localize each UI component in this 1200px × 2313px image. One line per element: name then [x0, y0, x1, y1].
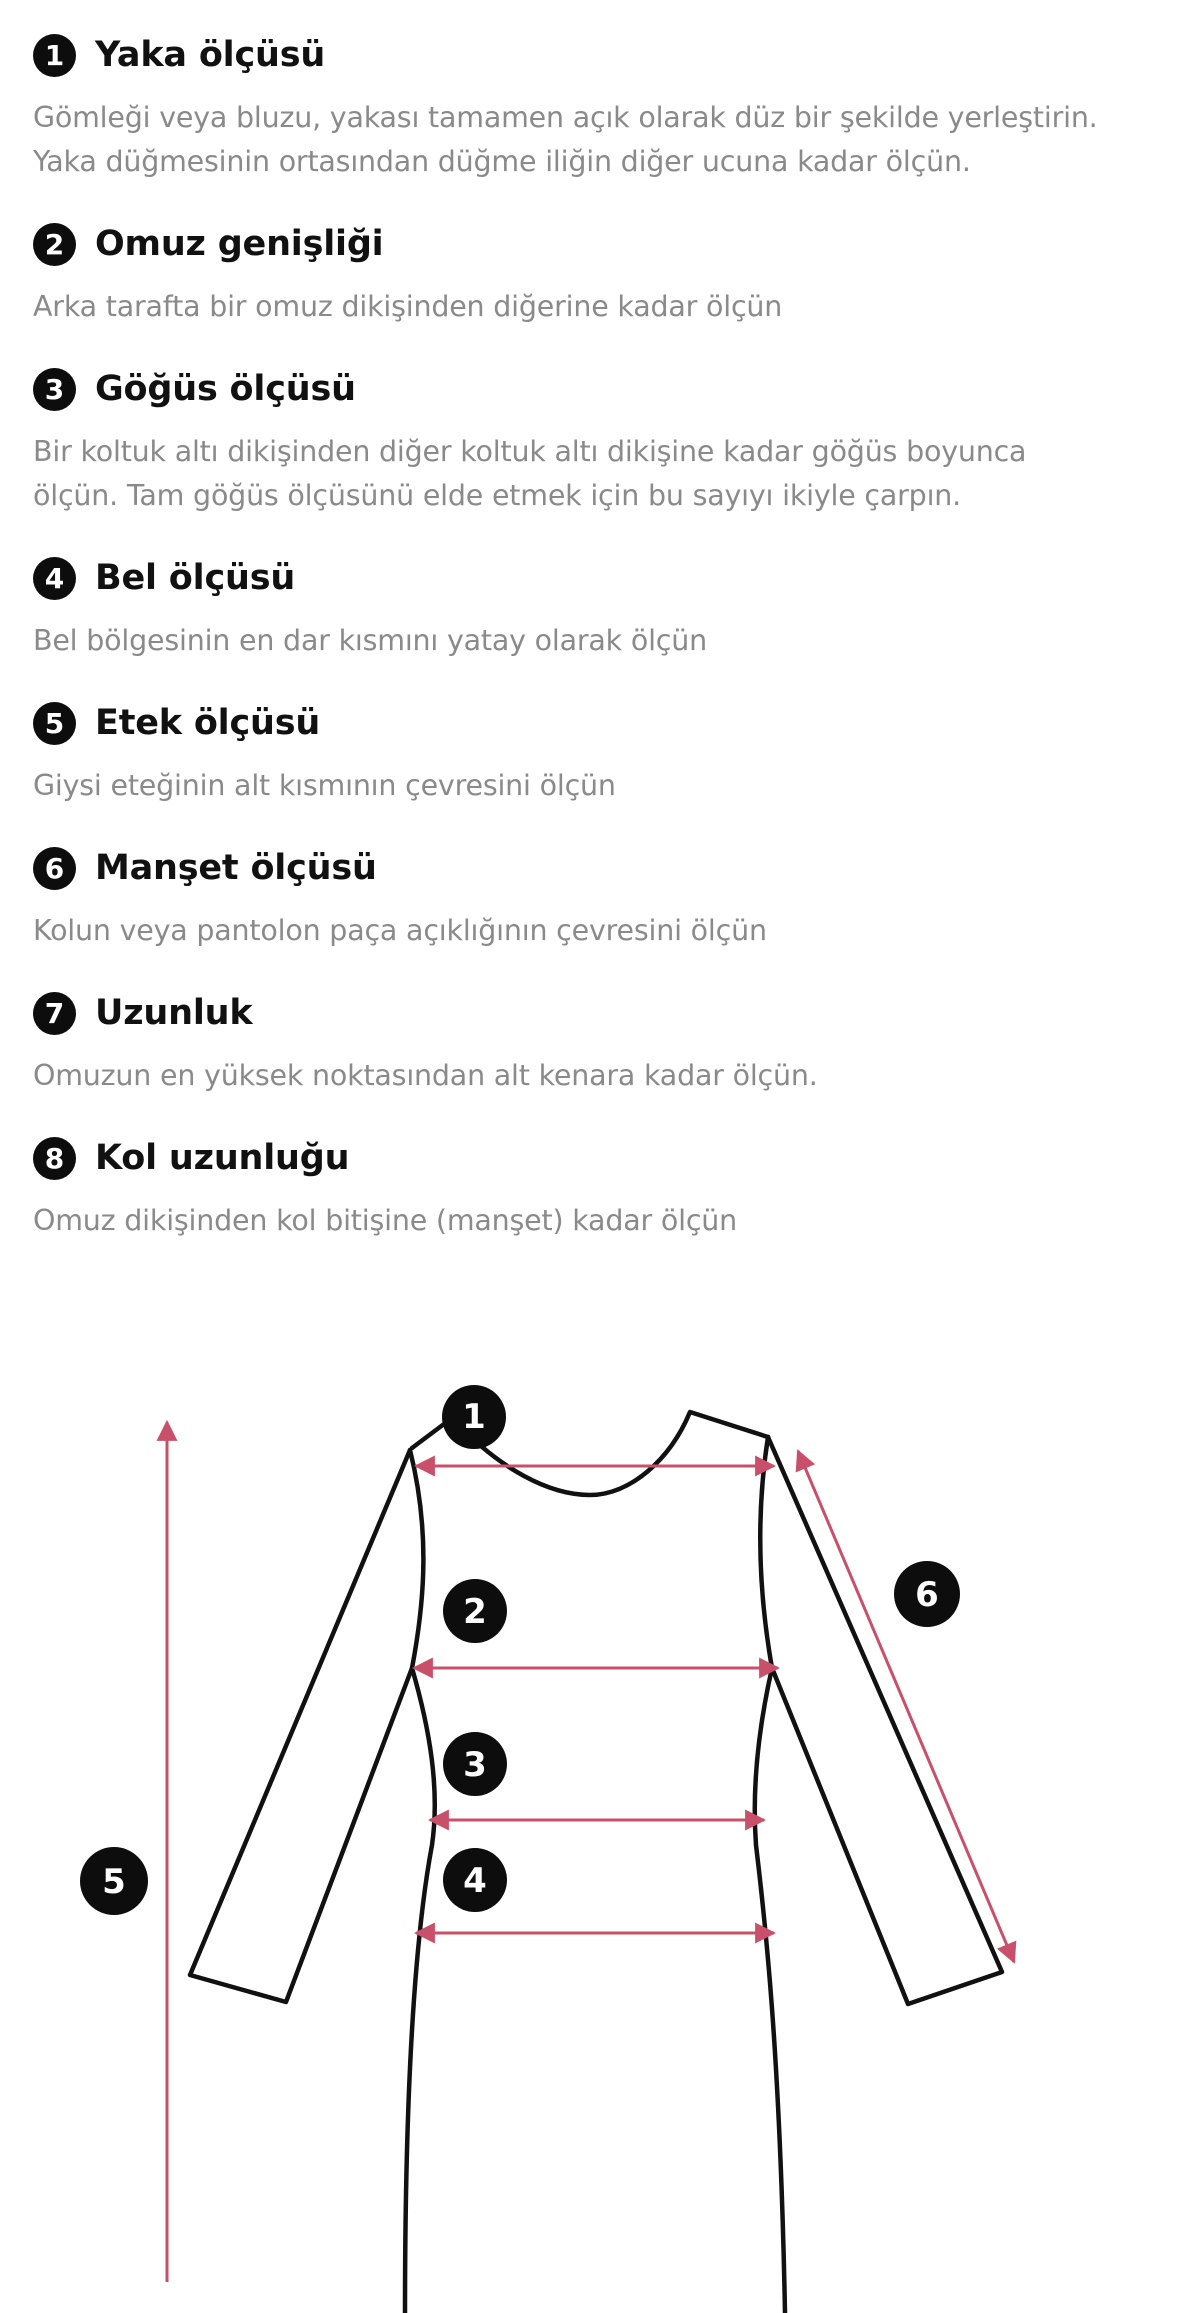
diagram-badge-6 [894, 1561, 960, 1627]
svg-text:5: 5 [102, 1862, 126, 1902]
description-line: Kolun veya pantolon paça açıklığının çevresini ölçün [33, 914, 767, 947]
svg-text:2: 2 [463, 1592, 487, 1632]
measure-sleeve-line [798, 1451, 1014, 1962]
section-description [33, 909, 1163, 953]
description-line: Yaka düğmesinin ortasından düğme iliğin diğer ucuna kadar ölçün. [33, 145, 971, 178]
measure-arrow-icon [167, 1422, 1014, 2282]
number-badge: 1 [33, 34, 76, 77]
section-hem [0, 696, 1200, 808]
svg-text:3: 3 [463, 1745, 487, 1785]
section-header [33, 217, 1160, 271]
section-header [33, 28, 1160, 82]
diagram-canvas [0, 1320, 1200, 2313]
svg-text:6: 6 [915, 1575, 939, 1615]
diagram-badge-1 [442, 1385, 506, 1449]
section-description [33, 96, 1163, 184]
description-line: Omuzun en yüksek noktasından alt kenara kadar ölçün. [33, 1059, 818, 1092]
section-title: Yaka ölçüsü [95, 35, 326, 75]
number-badge: 5 [33, 702, 76, 745]
measurement-diagram [0, 1320, 1200, 2313]
section-sleeve-length [0, 1131, 1200, 1243]
section-title: Göğüs ölçüsü [95, 369, 356, 409]
dress-left-side [405, 1450, 435, 2313]
section-header [33, 986, 1160, 1040]
section-title: Kol uzunluğu [95, 1138, 350, 1178]
diagram-badge-2 [443, 1579, 507, 1643]
svg-text:1: 1 [462, 1397, 486, 1437]
number-badge: 3 [33, 368, 76, 411]
section-description [33, 619, 1163, 663]
diagram-badge-5 [80, 1847, 148, 1915]
section-cuff [0, 841, 1200, 953]
section-header [33, 362, 1160, 416]
section-title: Bel ölçüsü [95, 558, 296, 598]
description-line: Bir koltuk altı dikişinden diğer koltuk altı dikişine kadar göğüs boyunca [33, 435, 1027, 468]
description-line: Giysi eteğinin alt kısmının çevresini ölçün [33, 769, 616, 802]
section-title: Manşet ölçüsü [95, 848, 377, 888]
section-title: Omuz genişliği [95, 224, 384, 264]
diagram-badge-3 [443, 1732, 507, 1796]
svg-text:4: 4 [463, 1861, 487, 1901]
section-header [33, 1131, 1160, 1185]
section-collar [0, 28, 1200, 184]
number-badge: 6 [33, 847, 76, 890]
description-line: Omuz dikişinden kol bitişine (manşet) kadar ölçün [33, 1204, 738, 1237]
number-badge: 8 [33, 1137, 76, 1180]
section-title: Uzunluk [95, 993, 253, 1033]
description-line: Arka tarafta bir omuz dikişinden diğerine kadar ölçün [33, 290, 783, 323]
dress-outline-icon [190, 1412, 1002, 2313]
section-header [33, 841, 1160, 895]
section-description [33, 764, 1163, 808]
section-waist [0, 551, 1200, 663]
section-description [33, 1054, 1163, 1098]
section-description [33, 1199, 1163, 1243]
dress-right-sleeve [768, 1437, 1002, 2004]
section-header [33, 696, 1160, 750]
section-chest [0, 362, 1200, 518]
dress-left-sleeve [190, 1450, 412, 2002]
description-line: Gömleği veya bluzu, yakası tamamen açık olarak düz bir şekilde yerleştirin. [33, 101, 1098, 134]
description-line: Bel bölgesinin en dar kısmını yatay olarak ölçün [33, 624, 707, 657]
section-header [33, 551, 1160, 605]
section-description [33, 430, 1163, 518]
number-badge: 4 [33, 557, 76, 600]
dress-right-side [755, 1437, 785, 2313]
number-badge: 2 [33, 223, 76, 266]
section-shoulder [0, 217, 1200, 329]
number-badge: 7 [33, 992, 76, 1035]
section-description [33, 285, 1163, 329]
description-line: ölçün. Tam göğüs ölçüsünü elde etmek için bu sayıyı ikiyle çarpın. [33, 479, 962, 512]
section-length [0, 986, 1200, 1098]
section-title: Etek ölçüsü [95, 703, 321, 743]
diagram-badge-4 [443, 1848, 507, 1912]
